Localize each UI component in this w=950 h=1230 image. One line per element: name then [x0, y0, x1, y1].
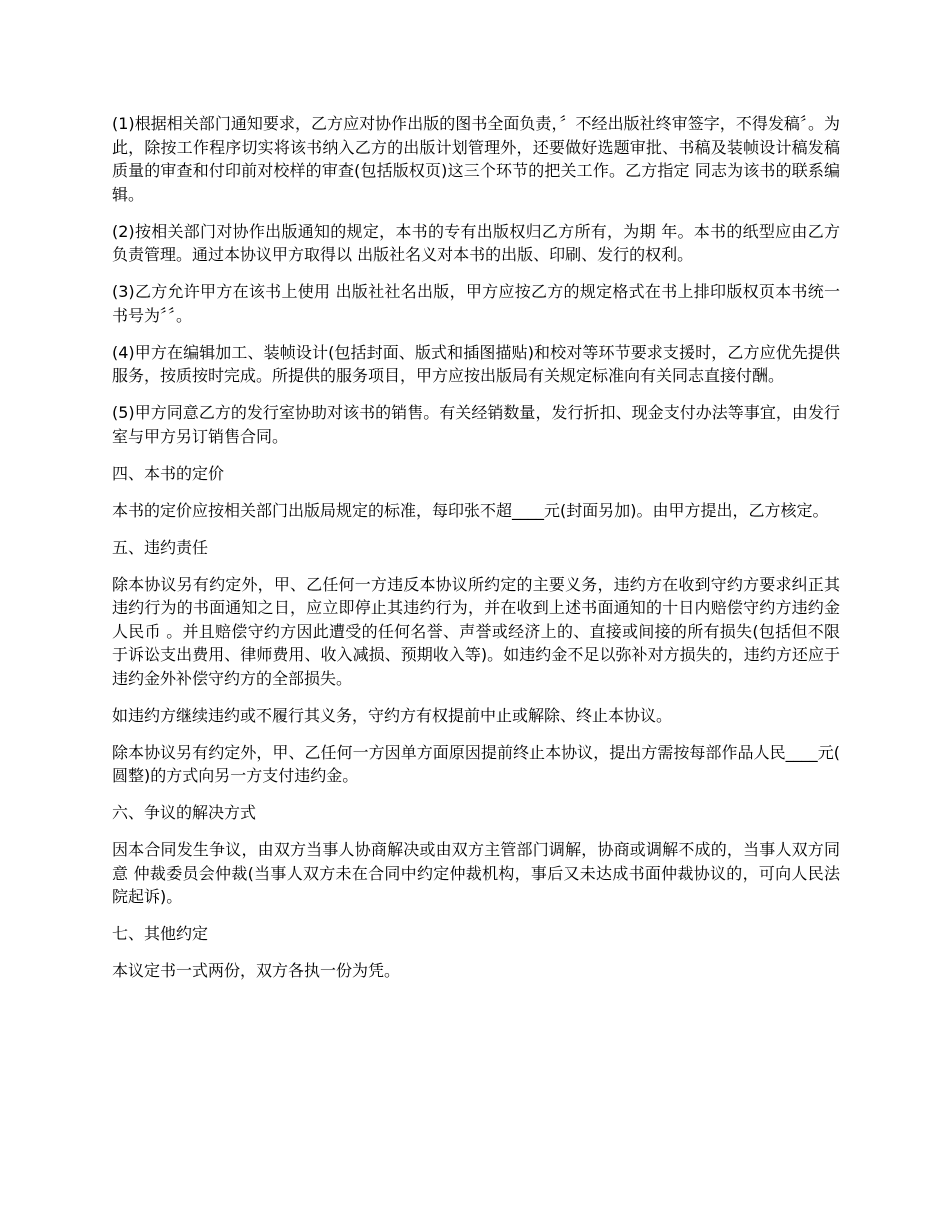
- clause-5-paragraph: (5)甲方同意乙方的发行室协助对该书的销售。有关经销数量，发行折扣、现金支付办法等事宜，由发行室与甲方另订销售合同。: [112, 403, 840, 446]
- section-heading-liability: 五、违约责任: [112, 537, 209, 557]
- clause-2-paragraph: (2)按相关部门对协作出版通知的规定，本书的专有出版权归乙方所有，为期 年。本书的纸型应由乙方负责管理。通过本协议甲方取得以 出版社名义对本书的出版、印刷、发行的权利。: [112, 221, 840, 264]
- pricing-paragraph: 本书的定价应按相关部门出版局规定的标准，每印张不超____元(封面另加)。由甲方提出，乙方核定。: [112, 500, 829, 520]
- section-heading-dispute: 六、争议的解决方式: [112, 803, 257, 822]
- section-heading-pricing: 四、本书的定价: [112, 463, 225, 483]
- section-heading-other: 七、其他约定: [112, 924, 209, 943]
- clause-4-paragraph: (4)甲方在编辑加工、装帧设计(包括封面、版式和插图描贴)和校对等环节要求支援时，乙方应优先提供服务，按质按时完成。所提供的服务项目，甲方应按出版局有关规定标准向有关同志直接付酬。: [112, 342, 840, 385]
- liability-paragraph-2: 如违约方继续违约或不履行其义务，守约方有权提前中止或解除、终止本协议。: [112, 705, 673, 725]
- clause-1-paragraph: (1)根据相关部门通知要求，乙方应对协作出版的图书全面负责，〞不经出版社终审签字，不得发稿〞。为此，除按工作程序切实将该书纳入乙方的出版计划管理外，还要做好选题审批、书稿及装帧设计稿发稿质量的审查和付印前对校样的审查(包括版权页)这三个环节的把关工作。乙方指定 同志为该书的联系编辑。: [112, 114, 840, 204]
- dispute-paragraph: 因本合同发生争议，由双方当事人协商解决或由双方主管部门调解，协商或调解不成的，当事人双方同意 仲裁委员会仲裁(当事人双方未在合同中约定仲裁机构，事后又未达成书面仲裁协议的，可向人民法院起诉)。: [112, 840, 840, 906]
- liability-paragraph-3: 除本协议另有约定外，甲、乙任何一方因单方面原因提前终止本协议，提出方需按每部作品人民____元( 圆整)的方式向另一方支付违约金。: [112, 742, 840, 785]
- document-page: [112, 112, 840, 996]
- clause-3-paragraph: (3)乙方允许甲方在该书上使用 出版社社名出版，甲方应按乙方的规定格式在书上排印版权页本书统一书号为〞〞。: [112, 282, 840, 325]
- liability-paragraph-1: 除本协议另有约定外，甲、乙任何一方违反本协议所约定的主要义务，违约方在收到守约方要求纠正其违约行为的书面通知之日，应立即停止其违约行为，并在收到上述书面通知的十日内赔偿守约方违约金人民币 。并且赔偿守约方因此遭受的任何名誉、声誉或经济上的、直接或间接的所有损失(包括但不限于诉讼支出费用、律师费用、收入减损、预期收入等)。如违约金不足以弥补对方损失的，违约方还应于违约金外补偿守约方的全部损失。: [112, 574, 840, 688]
- other-paragraph: 本议定书一式两份，双方各执一份为凭。: [112, 961, 401, 980]
